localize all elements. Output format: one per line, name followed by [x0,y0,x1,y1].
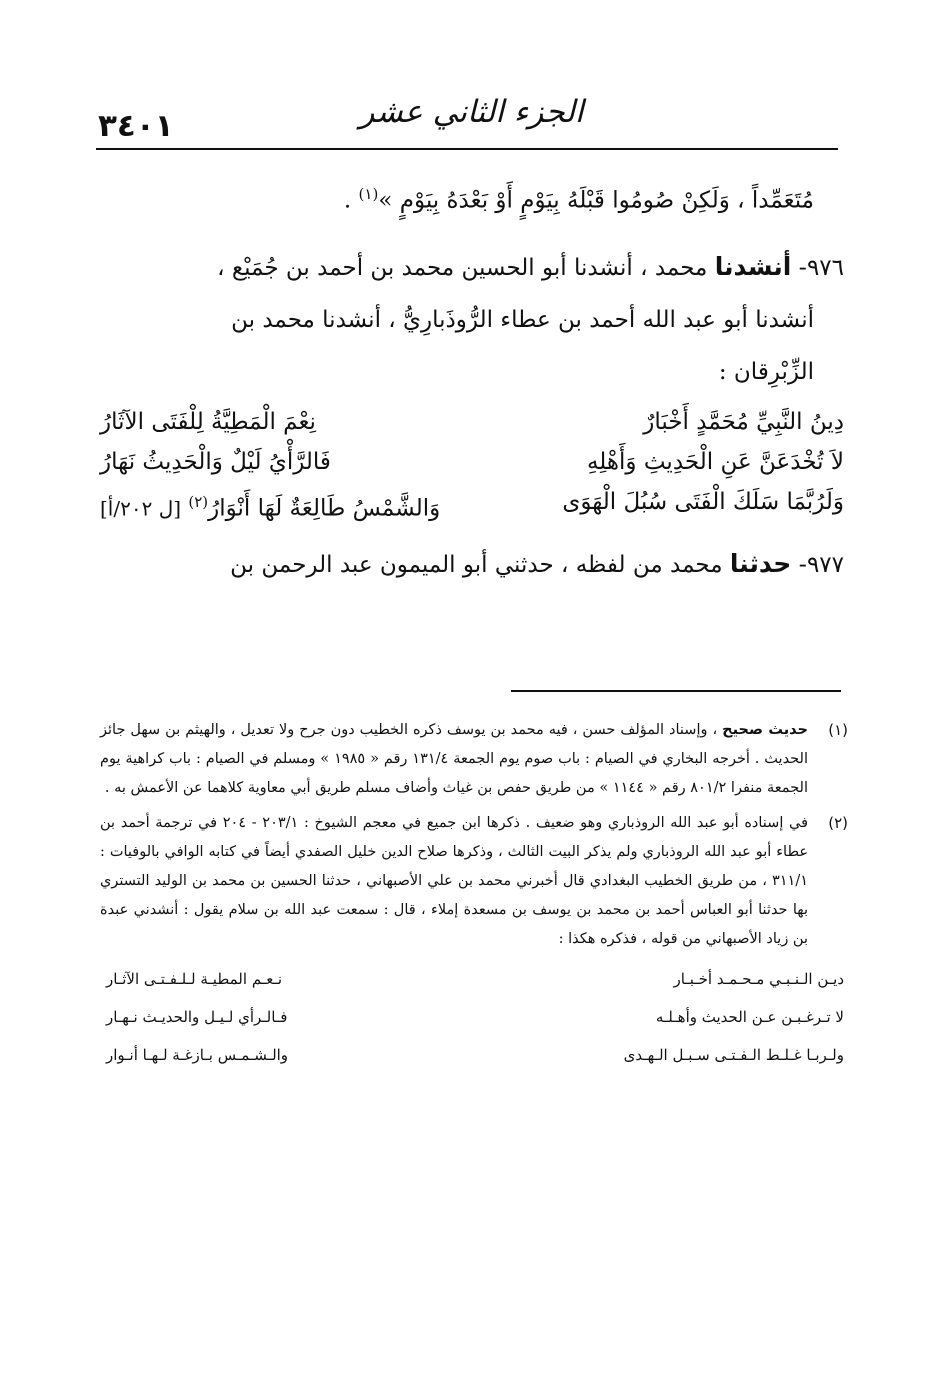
footnote-marker: (٢) [188,492,209,511]
text-line: الزِّبْرِقان : [718,358,814,385]
second-hemistich: نـعـم المطيـة لـلـفـتـى الآثـار [106,970,283,988]
hadith-number: ٩٧٧- [798,552,844,579]
hadith-lead-word: أنشدنا [714,251,792,281]
verse-line [100,482,844,529]
hadith-976-heading [100,241,844,294]
second-hemistich: نِعْمَ الْمَطِيَّةُ لِلْفَتَى الآثَارُ [100,408,316,435]
footnote-rule [511,690,841,692]
verse-line [100,402,844,442]
main-text [100,168,844,591]
footnote-verse-line [100,998,844,1036]
second-hemistich: فـالـرأي لـيـل والحديـث نـهـار [106,1008,288,1026]
text-line [100,168,844,227]
hemistich-text: وَالشَّمْسُ طَالِعَةٌ لَهَا أَنْوَارُ [208,495,441,522]
first-hemistich: ولـربـا غـلـط الـفـتـى سـبـل الـهـدى [623,1046,844,1064]
footnote-number: (٢) [828,814,848,832]
text-line: أنشدنا أبو عبد الله أحمد بن عطاء الرُّوذَبارِيُّ ، أنشدنا محمد بن [231,306,814,333]
first-hemistich: لا تـرغـبـن عـن الحديث وأهـلـه [655,1008,844,1026]
footnote-1 [100,716,848,803]
footnote-poem [100,960,844,1074]
first-hemistich: ديـن الـنـبـي مـحـمـد أخـبـار [673,970,844,988]
second-hemistich [100,482,440,529]
verse-line [100,442,844,482]
running-head: الجزء الثاني عشر [359,94,584,130]
footnote-body [100,716,808,803]
footnotes [100,716,848,1074]
spacer [100,227,844,241]
footnote-verse-line [100,1036,844,1074]
footnote-grade: حديث صحيح [722,722,809,738]
isnad-text: محمد من لفظه ، حدثني أبو الميمون عبد الرحمن بن [230,552,723,579]
first-hemistich: لاَ تُخْدَعَنَّ عَنِ الْحَدِيثِ وَأَهْلِهِ [586,448,844,475]
poem [100,402,844,529]
hadith-number: ٩٧٦- [798,254,844,281]
header-rule [96,148,838,150]
second-hemistich: والـشـمـس بـازغـة لـهـا أنـوار [106,1046,289,1064]
hadith-977-heading [100,538,844,591]
footnote-2 [100,809,848,954]
hadith-text-end: مُتَعَمِّداً ، وَلَكِنْ صُومُوا قَبْلَهُ بِيَوْمٍ أَوْ بَعْدَهُ بِيَوْمٍ » [378,187,814,214]
isnad-text: محمد ، أنشدنا أبو الحسين محمد بن أحمد بن جُمَيْع ، [217,254,708,281]
first-hemistich: وَلَرُبَّمَا سَلَكَ الْفَتَى سُبُلَ الْهَوَى [562,488,844,515]
second-hemistich: فَالرَّأْيُ لَيْلٌ وَالْحَدِيثُ نَهَارُ [100,448,331,475]
footnote-verse-line [100,960,844,998]
footnote-marker: (١) [358,185,379,203]
hadith-lead-word: حدثنا [729,549,792,579]
page-number: ١٠٤٣ [98,108,174,144]
footnote-text: في إسناده أبو عبد الله الروذباري وهو ضعيف . ذكرها ابن جميع في معجم الشيوخ : ٢٠٣/١ - ٢٠٤ في ترجمة أحمد بن عطاء أبو عبد الله الروذباري ولم يذكر البيت الثالث ، وذكرها صلاح الدين خليل الصفدي أيضاً في كتابه الوافي بالوفيات : ٣١١/١ ، من طريق الخطيب البغدادي قال أخبرني محمد بن علي الأصبهاني ، حدثنا الحسين بن محمد بن الوليد التستري بها حدثنا أبو العباس أحمد بن محمد بن يوسف بن مسعدة إملاء ، قال : سمعت عبد الله بن سلام يقول : أنشدني عبدة بن زياد الأصبهاني من قوله ، فذكره هكذا : [100,815,809,947]
folio-reference: [ل ٢٠٢/أ] [100,496,182,521]
footnote-text: ، وإسناد المؤلف حسن ، فيه محمد بن يوسف ذكره الخطيب دون جرح ولا تعديل ، والهيثم بن سهل جائز الحديث . أخرجه البخاري في الصيام : باب صوم يوم الجمعة ١٣١/٤ رقم « ١٩٨٥ » ومسلم في الصيام : باب كراهية يوم الجمعة منفرا ٨٠١/٢ رقم « ١١٤٤ » من طريق حفص بن غياث وأضاف مسلم طريق أبي معاوية كلاهما عن الأعمش به . [100,722,808,796]
first-hemistich: دِينُ النَّبِيِّ مُحَمَّدٍ أَخْبَارٌ [643,408,844,435]
line-end: . [343,187,359,214]
footnote-number: (١) [828,721,848,739]
